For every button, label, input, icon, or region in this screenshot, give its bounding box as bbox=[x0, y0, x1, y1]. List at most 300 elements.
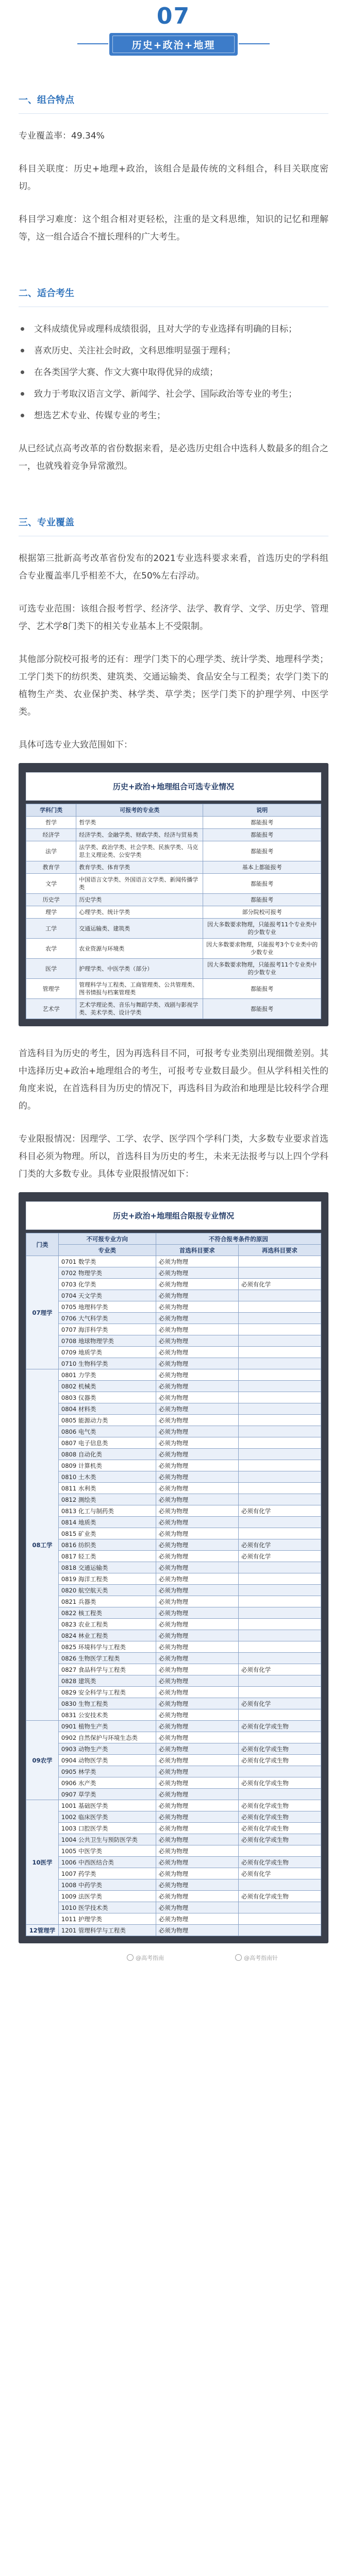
list-item: 想选艺术专业、传媒专业的考生； bbox=[19, 407, 328, 425]
table-row bbox=[26, 1460, 321, 1471]
table-cell: 必须为物理 bbox=[156, 1505, 238, 1517]
table-row bbox=[26, 1437, 321, 1449]
table-cell bbox=[238, 1494, 321, 1505]
table-cell: 必须为物理 bbox=[156, 1562, 238, 1573]
column-header: 可报考的专业类 bbox=[76, 804, 203, 817]
table-cell: 必须为物理 bbox=[156, 1845, 238, 1857]
table-cell bbox=[238, 1449, 321, 1460]
table-cell bbox=[238, 1562, 321, 1573]
table-cell: 必须有化学 bbox=[238, 1505, 321, 1517]
table-row bbox=[26, 939, 321, 959]
table-cell: 必须为物理 bbox=[156, 1709, 238, 1721]
table-row bbox=[26, 1698, 321, 1709]
table-cell bbox=[238, 1732, 321, 1743]
table-cell: 必须有化学或生物 bbox=[238, 1891, 321, 1902]
table-cell: 必须为物理 bbox=[156, 1834, 238, 1845]
table-cell: 必须为物理 bbox=[156, 1811, 238, 1823]
table-cell: 0811 水利类 bbox=[58, 1483, 156, 1494]
header-title-banner bbox=[109, 33, 238, 56]
table-cell bbox=[238, 1789, 321, 1800]
table-cell bbox=[238, 1709, 321, 1721]
table-cell: 必须为物理 bbox=[156, 1301, 238, 1313]
table-cell: 必须为物理 bbox=[156, 1267, 238, 1279]
table-row bbox=[26, 874, 321, 894]
table-cell: 必须为物理 bbox=[156, 1619, 238, 1630]
table-cell bbox=[238, 1517, 321, 1528]
table-cell: 1002 临床医学类 bbox=[58, 1811, 156, 1823]
table-row bbox=[26, 1743, 321, 1755]
table-row bbox=[26, 1267, 321, 1279]
table-cell: 必须为物理 bbox=[156, 1392, 238, 1403]
table-row bbox=[26, 1313, 321, 1324]
table-cell: 必须为物理 bbox=[156, 1324, 238, 1335]
table-cell: 必须有化学 bbox=[238, 1868, 321, 1879]
table-row bbox=[26, 1619, 321, 1630]
table-row bbox=[26, 1573, 321, 1585]
table-cell: 1006 中西医结合类 bbox=[58, 1857, 156, 1868]
table-row bbox=[26, 1358, 321, 1369]
table-cell bbox=[238, 1675, 321, 1687]
table-row bbox=[26, 861, 321, 874]
table-cell: 文学 bbox=[26, 874, 76, 894]
restricted-majors-table-body bbox=[26, 1256, 321, 1936]
table-cell: 必须为物理 bbox=[156, 1687, 238, 1698]
table-cell: 0831 公安技术类 bbox=[58, 1709, 156, 1721]
table-cell bbox=[238, 1460, 321, 1471]
table-cell: 0703 化学类 bbox=[58, 1279, 156, 1290]
section-title-suitable: 二、适合考生 bbox=[19, 288, 74, 299]
table-cell: 必须为物理 bbox=[156, 1789, 238, 1800]
table-cell: 必须为物理 bbox=[156, 1653, 238, 1664]
table-cell: 0828 建筑类 bbox=[58, 1675, 156, 1687]
table-cell: 必须为物理 bbox=[156, 1528, 238, 1539]
table-cell bbox=[238, 1766, 321, 1777]
table-row bbox=[26, 1800, 321, 1811]
table-cell: 1009 法医学类 bbox=[58, 1891, 156, 1902]
table-cell: 都能报考 bbox=[203, 874, 321, 894]
bullet-icon bbox=[21, 349, 24, 352]
paragraph-restrictions: 专业限报情况：因理学、工学、农学、医学四个学科门类，大多数专业要求首选科目必须为物理。所以，首选科目为历史的考生，未来无法报考与以上四个学科门类的大多数专业。具体专业限报情况如下： bbox=[19, 1134, 328, 1179]
table-cell: 0817 轻工类 bbox=[58, 1551, 156, 1562]
table-cell: 护理学类、中医学类（部分） bbox=[76, 959, 203, 979]
table-cell: 中国语言文学类、外国语言文学类、新闻传播学类 bbox=[76, 874, 203, 894]
table-cell: 必须为物理 bbox=[156, 1721, 238, 1732]
table-cell: 必须为物理 bbox=[156, 1483, 238, 1494]
table-cell: 0704 天文学类 bbox=[58, 1290, 156, 1301]
table-cell bbox=[238, 1358, 321, 1369]
table-cell: 0825 环境科学与工程类 bbox=[58, 1641, 156, 1653]
table-cell: 必须有化学 bbox=[238, 1664, 321, 1675]
table-cell bbox=[238, 1845, 321, 1857]
table-cell: 0904 动物医学类 bbox=[58, 1755, 156, 1766]
table-cell: 必须为物理 bbox=[156, 1313, 238, 1324]
table-cell: 0829 安全科学与工程类 bbox=[58, 1687, 156, 1698]
table-row bbox=[26, 1585, 321, 1596]
table-cell: 必须有化学 bbox=[238, 1539, 321, 1551]
table-cell bbox=[238, 1437, 321, 1449]
table-cell: 必须为物理 bbox=[156, 1607, 238, 1619]
table-cell: 0705 地理科学类 bbox=[58, 1301, 156, 1313]
column-header: 门类 bbox=[26, 1233, 59, 1256]
table-row bbox=[26, 1528, 321, 1539]
table-row bbox=[26, 829, 321, 841]
table-cell: 部分院校可报考 bbox=[203, 906, 321, 919]
table-cell: 必须为物理 bbox=[156, 1902, 238, 1913]
table-cell: 必须有化学或生物 bbox=[238, 1777, 321, 1789]
list-item: 喜欢历史、关注社会时政，文科思维明显强于理科； bbox=[19, 342, 328, 360]
table-row bbox=[26, 1913, 321, 1925]
table-cell: 0810 土木类 bbox=[58, 1471, 156, 1483]
table-cell: 0708 地球物理学类 bbox=[58, 1335, 156, 1347]
table-cell: 必须为物理 bbox=[156, 1630, 238, 1641]
table-cell: 必须有化学或生物 bbox=[238, 1857, 321, 1868]
table-cell: 经济学类、金融学类、财政学类、经济与贸易类 bbox=[76, 829, 203, 841]
paragraph-history-choice: 首选科目为历史的考生，因为再选科目不同，可报考专业类别出现细微差别。其中选择历史+政治+地理组合的考生，可报考专业数目最少。但从学科相关性的角度来说，在首选科目为历史的情况下，再选科目为政治和地理是比较科学合理的。 bbox=[19, 1048, 328, 1111]
table-cell: 0816 纺织类 bbox=[58, 1539, 156, 1551]
table-row bbox=[26, 1301, 321, 1313]
table-cell: 必须为物理 bbox=[156, 1460, 238, 1471]
table-cell bbox=[238, 1528, 321, 1539]
table-cell: 必须为物理 bbox=[156, 1664, 238, 1675]
section-title-features: 一、组合特点 bbox=[19, 95, 74, 106]
table-cell: 1007 药学类 bbox=[58, 1868, 156, 1879]
table-cell: 必须为物理 bbox=[156, 1369, 238, 1381]
table-cell: 0702 物理学类 bbox=[58, 1267, 156, 1279]
table-row bbox=[26, 1879, 321, 1891]
table-cell: 必须为物理 bbox=[156, 1743, 238, 1755]
table-cell: 基本上都能报考 bbox=[203, 861, 321, 874]
table-cell: 1011 护理学类 bbox=[58, 1913, 156, 1925]
table-cell: 必须为物理 bbox=[156, 1256, 238, 1267]
table-cell: 都能报考 bbox=[203, 894, 321, 906]
table-row bbox=[26, 1369, 321, 1381]
table-cell: 因大多数要求物理，只能报考3个专业类中的少数专业 bbox=[203, 939, 321, 959]
table-cell: 1004 公共卫生与预防医学类 bbox=[58, 1834, 156, 1845]
table-row bbox=[26, 1403, 321, 1415]
table-row bbox=[26, 1925, 321, 1936]
table-cell bbox=[238, 1301, 321, 1313]
bullet-icon bbox=[21, 392, 24, 396]
category-cell: 08工学 bbox=[26, 1369, 59, 1721]
table-row bbox=[26, 1641, 321, 1653]
column-header: 不可报专业方向 bbox=[58, 1233, 156, 1245]
table-row bbox=[26, 999, 321, 1019]
table-cell: 0901 植物生产类 bbox=[58, 1721, 156, 1732]
table-cell: 0830 生物工程类 bbox=[58, 1698, 156, 1709]
table-cell: 0905 林学类 bbox=[58, 1766, 156, 1777]
table-row bbox=[26, 1811, 321, 1823]
table-cell: 0814 地质类 bbox=[58, 1517, 156, 1528]
table-row bbox=[26, 1857, 321, 1868]
table-cell bbox=[238, 1596, 321, 1607]
table-cell: 1010 医学技术类 bbox=[58, 1902, 156, 1913]
table-cell bbox=[238, 1585, 321, 1596]
table-cell bbox=[238, 1653, 321, 1664]
table-cell: 必须为物理 bbox=[156, 1857, 238, 1868]
table-cell: 1001 基础医学类 bbox=[58, 1800, 156, 1811]
table-cell: 因大多数要求物理，只能报考11个专业类中的少数专业 bbox=[203, 959, 321, 979]
paragraph-other-schools: 其他部分院校可报考的还有：理学门类下的心理学类、统计学类、地理科学类；工学门类下的纺织类、建筑类、交通运输类、食品安全与工程类；农学门类下的植物生产类、农业保护类、林学类、草学类；医学门类下的护理学列、中医学类。 bbox=[19, 654, 328, 717]
table-cell: 必须为物理 bbox=[156, 1585, 238, 1596]
table-cell: 必须为物理 bbox=[156, 1879, 238, 1891]
column-header: 再选科目要求 bbox=[238, 1245, 321, 1256]
table-row bbox=[26, 1494, 321, 1505]
paragraph-coverage: 专业覆盖率：49.34% bbox=[19, 131, 105, 141]
restricted-majors-table-title: 历史+政治+地理组合限报专业情况 bbox=[26, 1201, 321, 1230]
table-cell: 0709 地质学类 bbox=[58, 1347, 156, 1358]
table-cell bbox=[238, 1619, 321, 1630]
table-row bbox=[26, 1392, 321, 1403]
table-cell: 经济学 bbox=[26, 829, 76, 841]
table-cell: 0827 食品科学与工程类 bbox=[58, 1664, 156, 1675]
table-cell bbox=[238, 1267, 321, 1279]
table-cell: 1008 中药学类 bbox=[58, 1879, 156, 1891]
table-cell: 必须有化学 bbox=[238, 1698, 321, 1709]
table-cell: 必须为物理 bbox=[156, 1381, 238, 1392]
table-cell bbox=[238, 1573, 321, 1585]
restricted-majors-table-panel bbox=[19, 1192, 328, 1943]
table-cell: 管理学 bbox=[26, 979, 76, 999]
table-row bbox=[26, 979, 321, 999]
table-row bbox=[26, 1789, 321, 1800]
table-cell: 必须为物理 bbox=[156, 1494, 238, 1505]
table-cell: 必须有化学或生物 bbox=[238, 1823, 321, 1834]
table-cell: 1005 中医学类 bbox=[58, 1845, 156, 1857]
table-cell bbox=[238, 1471, 321, 1483]
table-cell: 必须为物理 bbox=[156, 1449, 238, 1460]
category-cell: 07理学 bbox=[26, 1256, 59, 1369]
table-row bbox=[26, 919, 321, 939]
restricted-majors-table bbox=[26, 1233, 321, 1936]
bullet-icon bbox=[21, 327, 24, 331]
table-cell: 必须为物理 bbox=[156, 1426, 238, 1437]
weibo-icon bbox=[127, 1954, 134, 1961]
table-cell: 0820 航空航天类 bbox=[58, 1585, 156, 1596]
table-cell: 必须为物理 bbox=[156, 1437, 238, 1449]
table-cell: 哲学类 bbox=[76, 817, 203, 829]
table-cell: 0806 电气类 bbox=[58, 1426, 156, 1437]
column-header: 不符合报考条件的原因 bbox=[156, 1233, 321, 1245]
table-cell: 0903 动物生产类 bbox=[58, 1743, 156, 1755]
table-cell: 艺术学理论类、音乐与舞蹈学类、戏剧与影视学类、美术学类、设计学类 bbox=[76, 999, 203, 1019]
table-cell: 0710 生物科学类 bbox=[58, 1358, 156, 1369]
table-cell: 必须为物理 bbox=[156, 1358, 238, 1369]
table-row bbox=[26, 1664, 321, 1675]
table-cell: 0824 林业工程类 bbox=[58, 1630, 156, 1641]
table-cell: 0706 大气科学类 bbox=[58, 1313, 156, 1324]
table-row bbox=[26, 1845, 321, 1857]
table-cell: 0803 仪器类 bbox=[58, 1392, 156, 1403]
table-row bbox=[26, 1415, 321, 1426]
table-cell: 农业资源与环境类 bbox=[76, 939, 203, 959]
table-cell: 必须有化学 bbox=[238, 1551, 321, 1562]
watermark-footer bbox=[19, 1948, 328, 1969]
table-row bbox=[26, 1347, 321, 1358]
table-cell: 必须为物理 bbox=[156, 1777, 238, 1789]
table-cell bbox=[238, 1630, 321, 1641]
table-row bbox=[26, 1868, 321, 1879]
table-cell: 1003 口腔医学类 bbox=[58, 1823, 156, 1834]
column-header: 专业类 bbox=[58, 1245, 156, 1256]
table-cell: 必须为物理 bbox=[156, 1471, 238, 1483]
table-cell: 交通运输类、建筑类 bbox=[76, 919, 203, 939]
table-cell: 管理科学与工程类、工商管理类、公共管理类、图书情报与档案管理类 bbox=[76, 979, 203, 999]
table-cell bbox=[238, 1392, 321, 1403]
table-cell: 必须为物理 bbox=[156, 1925, 238, 1936]
table-cell: 必须为物理 bbox=[156, 1517, 238, 1528]
table-row bbox=[26, 1324, 321, 1335]
bullet-icon bbox=[21, 370, 24, 374]
table-cell: 历史学类 bbox=[76, 894, 203, 906]
table-cell: 因大多数要求物理，只能报考11个专业类中的少数专业 bbox=[203, 919, 321, 939]
optional-majors-table-title: 历史+政治+地理组合可选专业情况 bbox=[26, 772, 321, 801]
table-cell: 0813 化工与制药类 bbox=[58, 1505, 156, 1517]
table-cell: 都能报考 bbox=[203, 999, 321, 1019]
table-row bbox=[26, 1290, 321, 1301]
table-cell: 0826 生物医学工程类 bbox=[58, 1653, 156, 1664]
table-cell: 0821 兵器类 bbox=[58, 1596, 156, 1607]
table-cell bbox=[238, 1290, 321, 1301]
table-row bbox=[26, 1471, 321, 1483]
paragraph-competition: 从已经试点高考改革的省份数据来看，是必选历史组合中选科人数最多的组合之一，也就残着竞争异常激烈。 bbox=[19, 444, 328, 471]
table-cell: 0707 海洋科学类 bbox=[58, 1324, 156, 1335]
table-cell: 艺术学 bbox=[26, 999, 76, 1019]
list-item: 在各类国学大赛、作文大赛中取得优异的成绩； bbox=[19, 364, 328, 381]
table-cell bbox=[238, 1687, 321, 1698]
optional-majors-table-panel bbox=[19, 763, 328, 1026]
table-row bbox=[26, 1766, 321, 1777]
table-cell: 必须为物理 bbox=[156, 1823, 238, 1834]
table-cell: 都能报考 bbox=[203, 841, 321, 861]
table-cell: 理学 bbox=[26, 906, 76, 919]
paragraph-coverage-rate: 根据第三批新高考改革省份发布的2021专业选科要求来看，首选历史的学科组合专业覆盖率几乎相差不大，在50%左右浮动。 bbox=[19, 553, 328, 581]
table-row bbox=[26, 1834, 321, 1845]
table-cell: 0802 机械类 bbox=[58, 1381, 156, 1392]
table-cell: 必须为物理 bbox=[156, 1290, 238, 1301]
table-cell: 1201 管理科学与工程类 bbox=[58, 1925, 156, 1936]
table-cell: 必须为物理 bbox=[156, 1335, 238, 1347]
table-cell: 必须为物理 bbox=[156, 1551, 238, 1562]
table-cell: 教育学类、体育学类 bbox=[76, 861, 203, 874]
table-cell: 必须有化学或生物 bbox=[238, 1811, 321, 1823]
section-header bbox=[0, 0, 347, 68]
table-row bbox=[26, 1732, 321, 1743]
table-cell bbox=[238, 1902, 321, 1913]
table-cell bbox=[238, 1483, 321, 1494]
table-cell bbox=[238, 1415, 321, 1426]
table-cell bbox=[238, 1607, 321, 1619]
table-cell: 0902 自然保护与环境生态类 bbox=[58, 1732, 156, 1743]
table-cell: 必须有化学 bbox=[238, 1279, 321, 1290]
table-cell: 必须为物理 bbox=[156, 1766, 238, 1777]
table-cell: 0818 交通运输类 bbox=[58, 1562, 156, 1573]
table-row bbox=[26, 1675, 321, 1687]
table-cell: 必须为物理 bbox=[156, 1868, 238, 1879]
watermark-right: @高考指南针 bbox=[235, 1954, 278, 1962]
suitable-list bbox=[19, 320, 328, 425]
table-row bbox=[26, 1653, 321, 1664]
table-cell: 0823 农业工程类 bbox=[58, 1619, 156, 1630]
table-row bbox=[26, 1449, 321, 1460]
section-divider bbox=[19, 113, 328, 114]
paragraph-table-intro: 具体可选专业大致范围如下： bbox=[19, 740, 133, 750]
table-row bbox=[26, 1279, 321, 1290]
weibo-icon bbox=[235, 1954, 242, 1961]
table-cell bbox=[238, 1324, 321, 1335]
table-row bbox=[26, 1721, 321, 1732]
article-body bbox=[0, 68, 347, 1969]
category-cell: 10医学 bbox=[26, 1800, 59, 1925]
header-title: 历史+政治+地理 bbox=[112, 36, 235, 53]
table-row bbox=[26, 1755, 321, 1766]
table-cell: 0907 草学类 bbox=[58, 1789, 156, 1800]
table-cell: 心理学类、统计学类 bbox=[76, 906, 203, 919]
column-header: 首选科目要求 bbox=[156, 1245, 238, 1256]
table-row bbox=[26, 1505, 321, 1517]
table-row bbox=[26, 894, 321, 906]
table-cell: 必须为物理 bbox=[156, 1347, 238, 1358]
table-cell: 0808 自动化类 bbox=[58, 1449, 156, 1460]
header-divider-right bbox=[239, 43, 270, 44]
table-cell bbox=[238, 1426, 321, 1437]
table-cell bbox=[238, 1347, 321, 1358]
table-cell: 0809 计算机类 bbox=[58, 1460, 156, 1471]
table-row bbox=[26, 1551, 321, 1562]
table-cell bbox=[238, 1256, 321, 1267]
table-row bbox=[26, 1483, 321, 1494]
bullet-icon bbox=[21, 414, 24, 417]
table-row bbox=[26, 1517, 321, 1528]
table-row bbox=[26, 1426, 321, 1437]
table-cell: 都能报考 bbox=[203, 829, 321, 841]
table-cell: 必须有化学或生物 bbox=[238, 1800, 321, 1811]
table-cell bbox=[238, 1641, 321, 1653]
section-number: 07 bbox=[156, 3, 191, 29]
table-cell: 教育学 bbox=[26, 861, 76, 874]
table-cell: 0822 核工程类 bbox=[58, 1607, 156, 1619]
table-row bbox=[26, 1630, 321, 1641]
table-row bbox=[26, 959, 321, 979]
table-row bbox=[26, 817, 321, 829]
table-row bbox=[26, 1891, 321, 1902]
list-item: 文科成绩优异或理科成绩很弱，且对大学的专业选择有明确的目标； bbox=[19, 320, 328, 338]
paragraph-difficulty: 科目学习难度：这个组合相对更轻松，注重的是文科思维，知识的记忆和理解等，这一组合适合不擅长理科的广大考生。 bbox=[19, 214, 328, 242]
watermark-left: @高考指南 bbox=[127, 1954, 164, 1962]
table-cell: 必须为物理 bbox=[156, 1539, 238, 1551]
table-cell bbox=[238, 1335, 321, 1347]
table-row bbox=[26, 1596, 321, 1607]
table-cell: 农学 bbox=[26, 939, 76, 959]
table-cell: 0701 数学类 bbox=[58, 1256, 156, 1267]
table-row bbox=[26, 1777, 321, 1789]
table-row bbox=[26, 1709, 321, 1721]
category-cell: 12管理学 bbox=[26, 1925, 59, 1936]
table-cell: 必须有化学或生物 bbox=[238, 1743, 321, 1755]
table-cell: 0819 海洋工程类 bbox=[58, 1573, 156, 1585]
table-cell: 法学 bbox=[26, 841, 76, 861]
table-cell bbox=[238, 1369, 321, 1381]
paragraph-relevance: 科目关联度：历史+地理+政治，该组合是最传统的文科组合，科目关联度密切。 bbox=[19, 164, 328, 192]
table-cell: 0815 矿业类 bbox=[58, 1528, 156, 1539]
table-row bbox=[26, 1607, 321, 1619]
table-cell: 必须有化学或生物 bbox=[238, 1721, 321, 1732]
table-cell: 必须为物理 bbox=[156, 1698, 238, 1709]
table-cell: 必须为物理 bbox=[156, 1596, 238, 1607]
list-item: 致力于考取汉语言文学、新闻学、社会学、国际政治等专业的考生； bbox=[19, 385, 328, 403]
table-cell: 必须为物理 bbox=[156, 1403, 238, 1415]
table-cell: 0805 能源动力类 bbox=[58, 1415, 156, 1426]
header-divider-left bbox=[77, 43, 108, 44]
